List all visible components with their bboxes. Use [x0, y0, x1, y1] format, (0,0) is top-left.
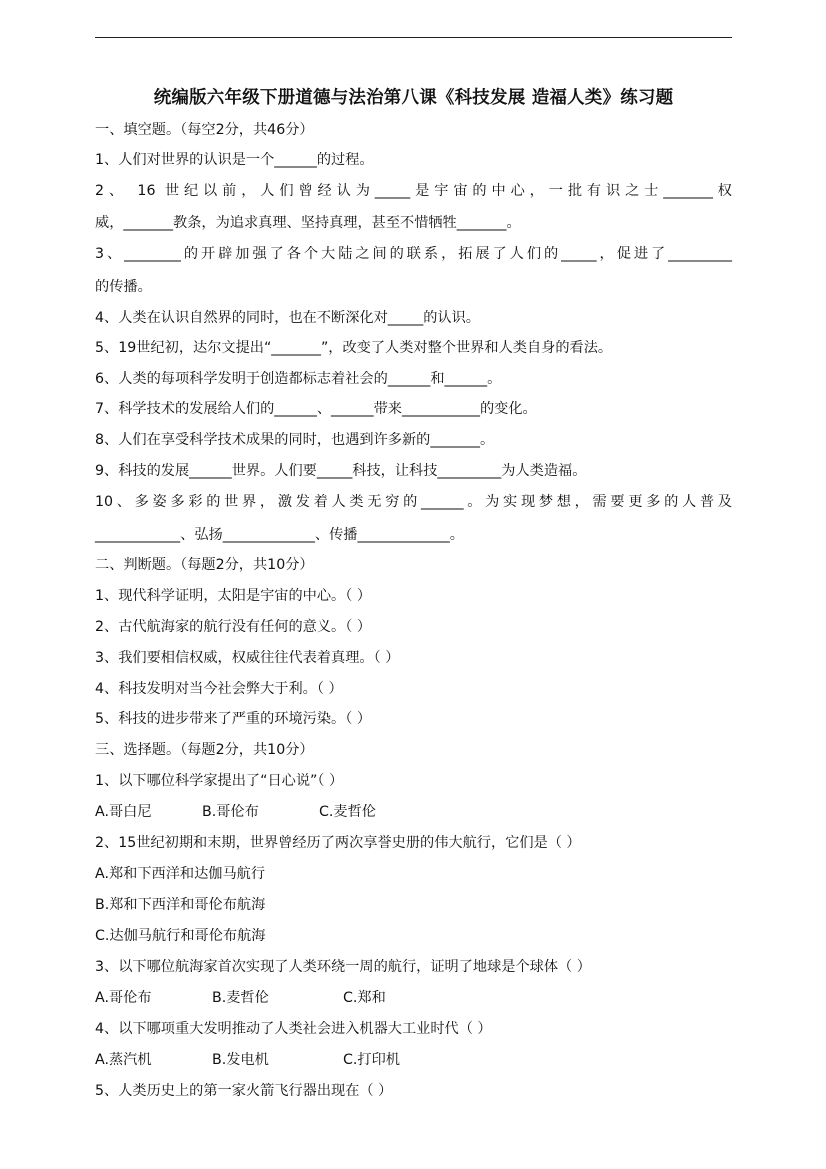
section-heading: 三、选择题。（每题2分，共10分）	[95, 742, 314, 758]
question-line: 1、现代科学证明，太阳是宇宙的中心。（ ）	[95, 588, 372, 604]
question-line: 威，_______教条，为追求真理、坚持真理，甚至不惜牺牲_______。	[95, 215, 521, 231]
option-line: C.达伽马航行和哥伦布航海	[95, 928, 266, 944]
question-line: 3、以下哪位航海家首次实现了人类环绕一周的航行，证明了地球是个球体（ ）	[95, 959, 591, 975]
option-line: B.郑和下西洋和哥伦布航海	[95, 897, 266, 913]
question-line: 1、人们对世界的认识是一个______的过程。	[95, 152, 374, 168]
option-row	[95, 802, 732, 822]
question-line: 5、科技的进步带来了严重的环境污染。（ ）	[95, 711, 372, 727]
question-line: 1、以下哪位科学家提出了“日心说”（ ）	[95, 773, 344, 789]
question-line: 10、多姿多彩的世界，激发着人类无穷的______。为实现梦想，需要更多的人普及	[95, 494, 732, 510]
worksheet-title: 统编版六年级下册道德与法治第八课《科技发展 造福人类》练习题	[153, 88, 674, 108]
option-b: B.发电机	[212, 1052, 269, 1068]
section-heading: 二、判断题。（每题2分，共10分）	[95, 557, 314, 573]
question-line: 5、19世纪初，达尔文提出“_______”，改变了人类对整个世界和人类自身的看法。	[95, 340, 613, 356]
option-b: B.哥伦布	[202, 804, 259, 820]
option-a: A.哥伦布	[95, 990, 152, 1006]
option-row	[95, 1050, 732, 1070]
question-line: 8、人们在享受科学技术成果的同时，也遇到许多新的_______。	[95, 432, 495, 448]
option-a: A.哥白尼	[95, 804, 152, 820]
question-line: 7、科学技术的发展给人们的______、______带来___________的变化。	[95, 401, 537, 417]
question-line: 2、 16 世纪以前，人们曾经认为_____是宇宙的中心，一批有识之士_______权	[95, 183, 732, 199]
option-row	[95, 988, 732, 1008]
question-line: 3、我们要相信权威，权威往往代表着真理。（ ）	[95, 650, 400, 666]
option-c: C.打印机	[343, 1052, 400, 1068]
section-heading: 一、填空题。（每空2分，共46分）	[95, 122, 314, 138]
question-line: 4、以下哪项重大发明推动了人类社会进入机器大工业时代（ ）	[95, 1021, 492, 1037]
question-line: 的传播。	[95, 279, 152, 295]
header-rule	[95, 37, 732, 38]
question-line: 2、15世纪初期和末期，世界曾经历了两次享誉史册的伟大航行，它们是（ ）	[95, 835, 581, 851]
option-a: A.蒸汽机	[95, 1052, 152, 1068]
option-line: A.郑和下西洋和达伽马航行	[95, 866, 266, 882]
question-line: 9、科技的发展______世界。人们要_____科技，让科技_________为人类造福。	[95, 463, 587, 479]
question-line: 4、人类在认识自然界的同时，也在不断深化对_____的认识。	[95, 310, 480, 326]
option-c: C.郑和	[343, 990, 386, 1006]
question-line: 3、________的开辟加强了各个大陆之间的联系，拓展了人们的_____，促进了_________	[95, 246, 732, 262]
question-line: 4、科技发明对当今社会弊大于利。（ ）	[95, 681, 343, 697]
question-line: ____________、弘扬_____________、传播_____________。	[95, 527, 464, 543]
question-line: 2、古代航海家的航行没有任何的意义。（ ）	[95, 619, 372, 635]
option-c: C.麦哲伦	[319, 804, 376, 820]
question-line: 5、人类历史上的第一家火箭飞行器出现在（ ）	[95, 1083, 393, 1099]
option-b: B.麦哲伦	[212, 990, 269, 1006]
question-line: 6、人类的每项科学发明于创造都标志着社会的______和______。	[95, 371, 502, 387]
